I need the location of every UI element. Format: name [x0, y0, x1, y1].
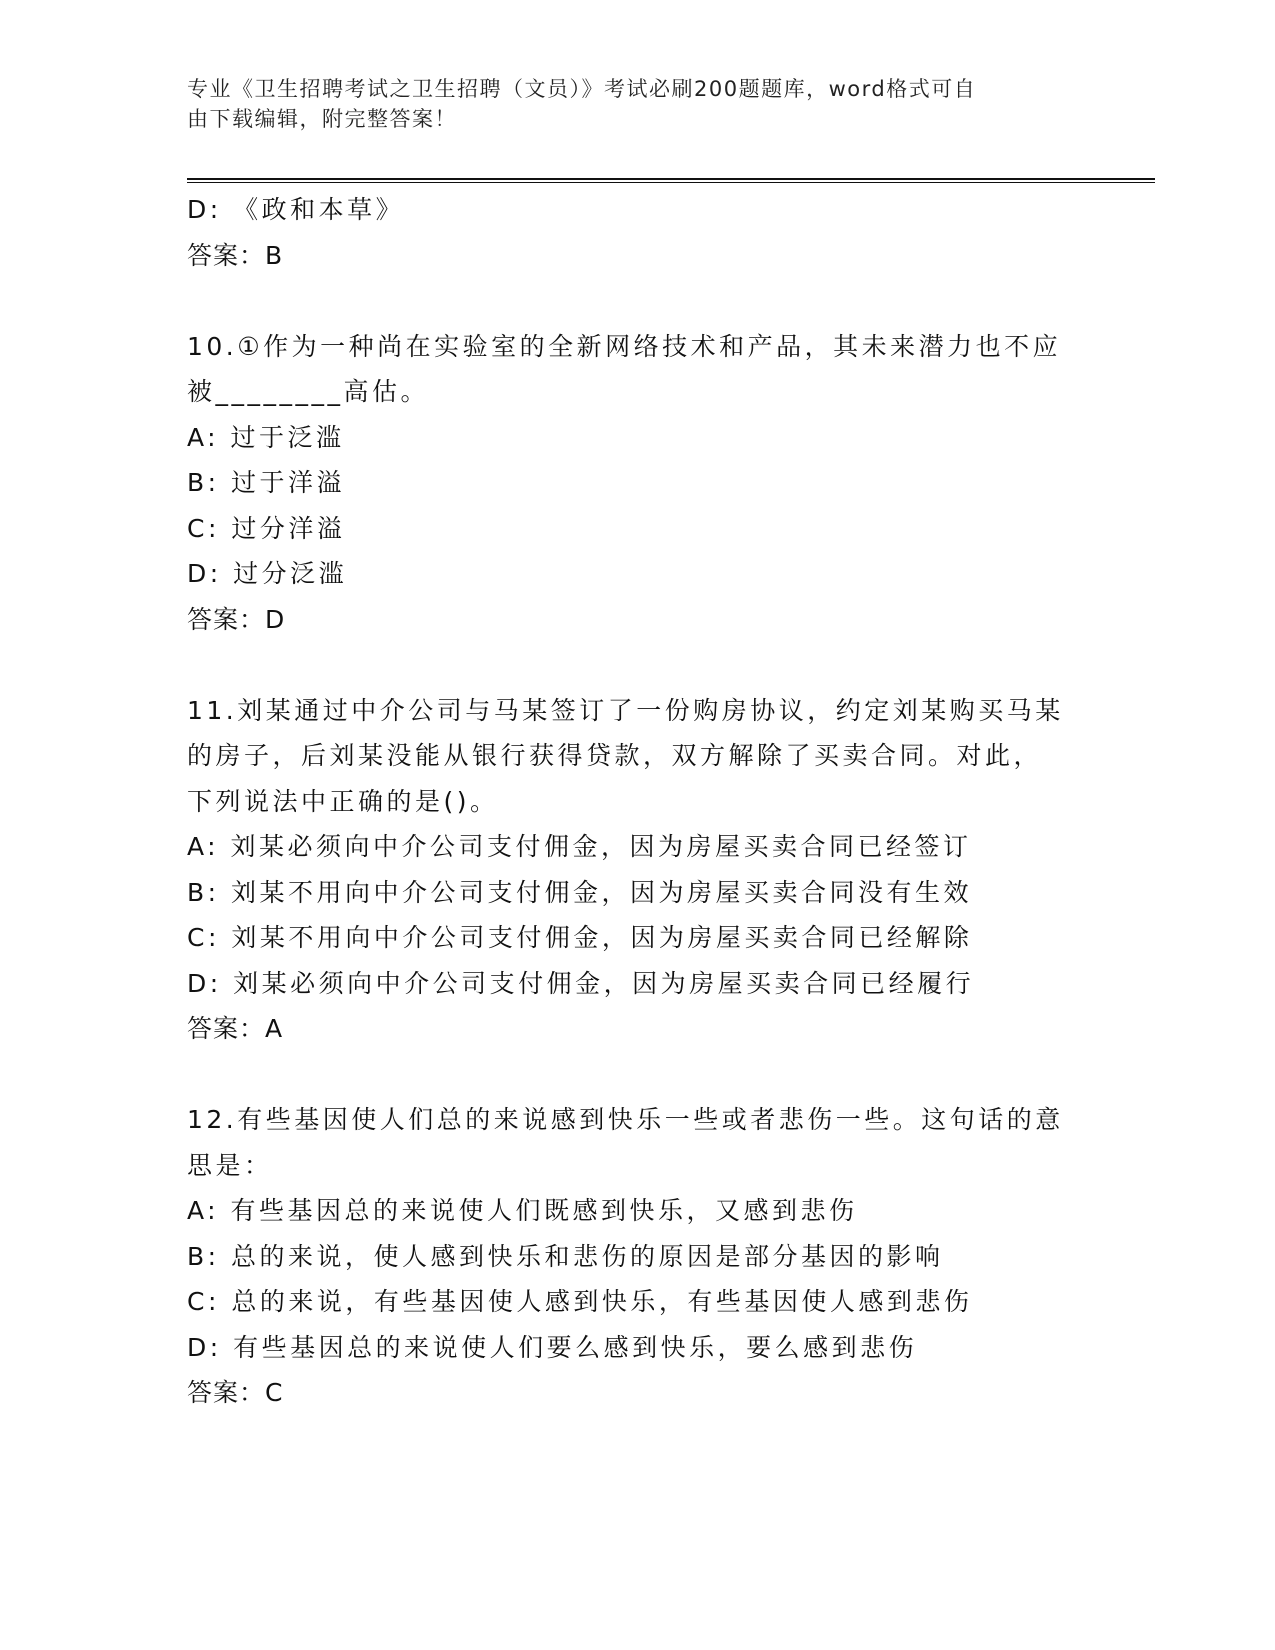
- answer-line: 答案：D: [187, 604, 286, 634]
- question-11: [187, 688, 1127, 1052]
- option-c: C: 总的来说，有些基因使人感到快乐，有些基因使人感到悲伤: [187, 1287, 973, 1316]
- option-a: A: 过于泛滥: [187, 422, 345, 452]
- answer-line: 答案：C: [187, 1378, 284, 1407]
- option-c: C: 刘某不用向中介公司支付佣金，因为房屋买卖合同已经解除: [187, 923, 973, 952]
- question-stem: 10.①作为一种尚在实验室的全新网络技术和产品，其未来潜力也不应: [187, 331, 1062, 361]
- question-stem: 12.有些基因使人们总的来说感到快乐一些或者悲伤一些。这句话的意: [187, 1105, 1064, 1134]
- question-body: [187, 187, 1127, 1416]
- option-d: D: 刘某必须向中介公司支付佣金，因为房屋买卖合同已经履行: [187, 968, 975, 998]
- option-b: B: 总的来说，使人感到快乐和悲伤的原因是部分基因的影响: [187, 1241, 944, 1271]
- option-b: B: 过于洋溢: [187, 468, 346, 497]
- option-d: D: 《政和本草》: [187, 195, 405, 224]
- answer-line: 答案：A: [187, 1014, 284, 1043]
- question-12: [187, 1097, 1127, 1416]
- option-d: D: 过分泛滥: [187, 559, 348, 588]
- question-stem: 被________高估。: [187, 377, 430, 406]
- option-b: B: 刘某不用向中介公司支付佣金，因为房屋买卖合同没有生效: [187, 877, 973, 907]
- option-a: A: 有些基因总的来说使人们既感到快乐，又感到悲伤: [187, 1196, 858, 1225]
- question-stem: 思是：: [187, 1150, 273, 1180]
- option-a: A: 刘某必须向中介公司支付佣金，因为房屋买卖合同已经签订: [187, 832, 972, 861]
- question-stem: 下列说法中正确的是()。: [187, 786, 499, 816]
- header-rule-thin: [187, 182, 1155, 183]
- question-stem: 11.刘某通过中介公司与马某签订了一份购房协议，约定刘某购买马某: [187, 695, 1064, 725]
- question-stem: 的房子，后刘某没能从银行获得贷款，双方解除了买卖合同。对此，: [187, 741, 1043, 770]
- header-rule-thick: [187, 178, 1155, 180]
- question-10: [187, 324, 1127, 643]
- spacer: [187, 1052, 1127, 1098]
- prev-question-block: [187, 187, 1127, 278]
- spacer: [187, 278, 1127, 324]
- page-header: [187, 74, 1067, 134]
- header-line-2: 由下载编辑，附完整答案！: [187, 107, 457, 131]
- answer-line: 答案：B: [187, 240, 284, 270]
- option-c: C: 过分洋溢: [187, 513, 346, 543]
- spacer: [187, 642, 1127, 688]
- option-d: D: 有些基因总的来说使人们要么感到快乐，要么感到悲伤: [187, 1332, 918, 1362]
- header-line-1: 专业《卫生招聘考试之卫生招聘（文员）》考试必刷200题题库，word格式可自: [187, 77, 977, 101]
